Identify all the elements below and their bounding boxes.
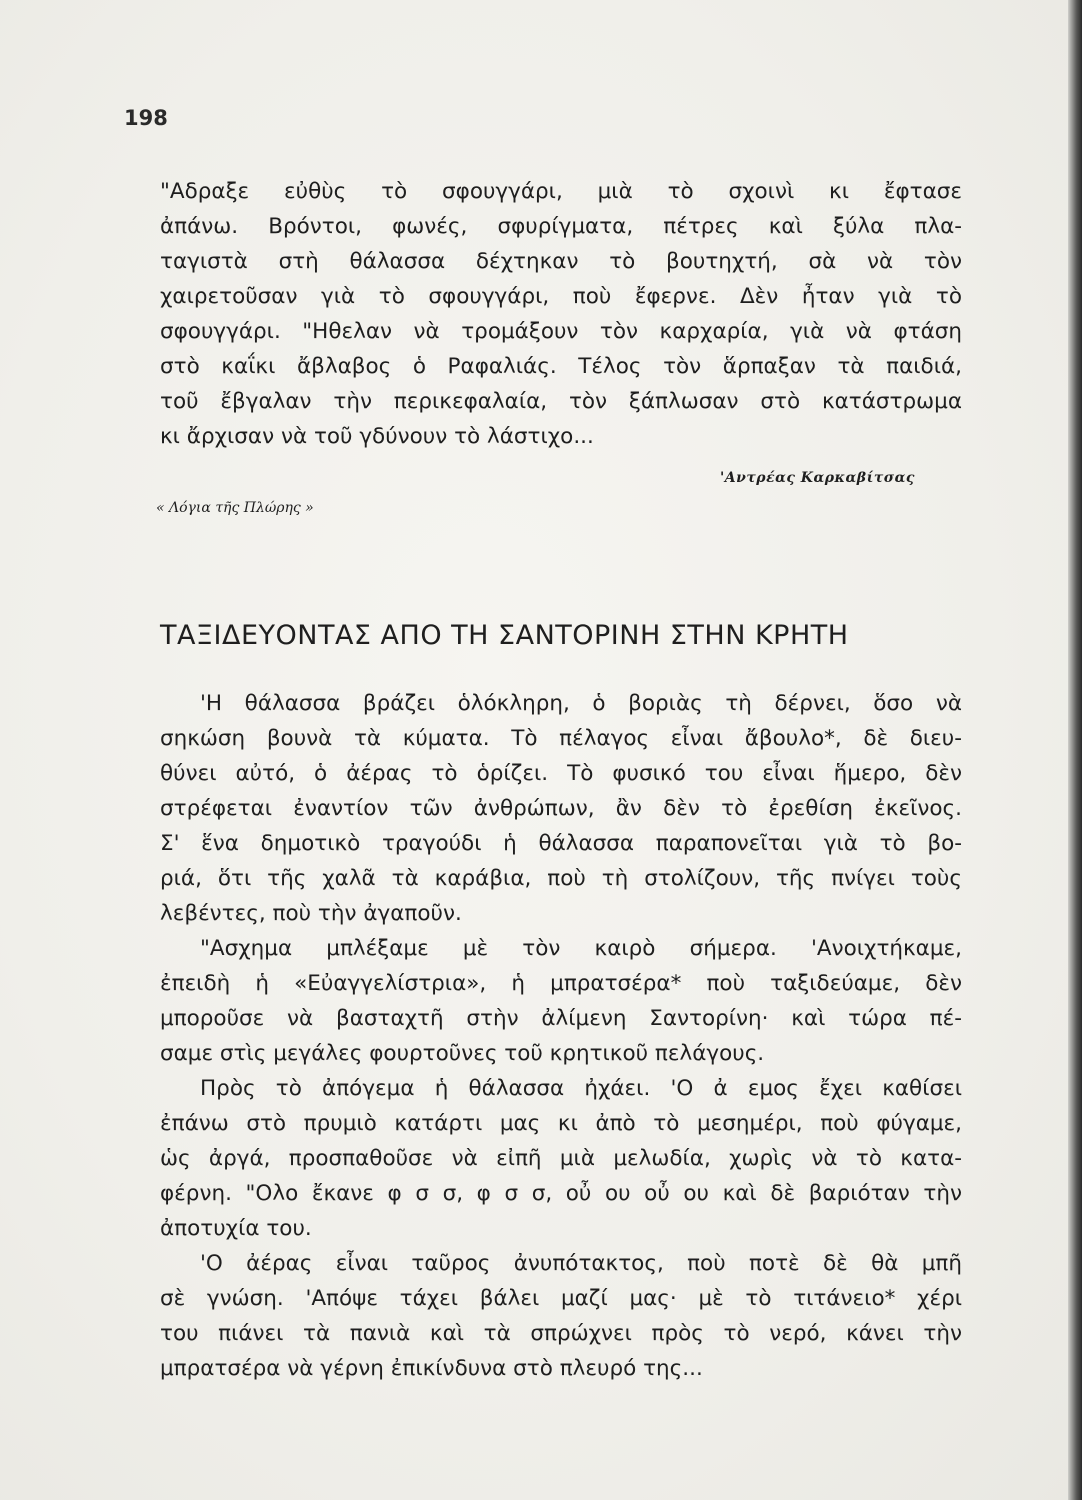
- text-line: φέρνη. "Ολο ἔκανε φ σ σ, φ σ σ, οὖ ου οὖ ου καὶ δὲ βαριόταν τὴν: [160, 1181, 962, 1206]
- source-citation: « Λόγια τῆς Πλώρης »: [156, 500, 314, 516]
- paragraph: [160, 686, 962, 931]
- text-line: χαιρετοῦσαν γιὰ τὸ σφουγγάρι, ποὺ ἔφερνε. Δὲν ἦταν γιὰ τὸ: [160, 284, 962, 309]
- excerpt-passage: [160, 174, 962, 454]
- text-line: ταγιστὰ στὴ θάλασσα δέχτηκαν τὸ βουτηχτή, σὰ νὰ τὸν: [160, 249, 962, 274]
- text-line: ἐπειδὴ ἡ «Εὐαγγελίστρια», ἡ μπρατσέρα* ποὺ ταξιδεύαμε, δὲν: [160, 971, 962, 996]
- section-title: ΤΑΞΙΔΕΥΟΝΤΑΣ ΑΠΟ ΤΗ ΣΑΝΤΟΡΙΝΗ ΣΤΗΝ ΚΡΗΤΗ: [160, 620, 849, 651]
- author-attribution: 'Αντρέας Καρκαβίτσας: [720, 470, 915, 486]
- text-line: 'Ο ἀέρας εἶναι ταῦρος ἀνυπότακτος, ποὺ ποτὲ δὲ θὰ μπῆ: [200, 1251, 962, 1276]
- page-number: 198: [124, 106, 168, 130]
- text-line: στὸ καΐκι ἄβλαβος ὁ Ραφαλιάς. Τέλος τὸν ἅρπαξαν τὰ παιδιά,: [160, 354, 962, 379]
- text-line: ὡς ἀργά, προσπαθοῦσε νὰ εἰπῆ μιὰ μελωδία, χωρὶς νὰ τὸ κατα-: [160, 1146, 962, 1171]
- text-line: κι ἄρχισαν νὰ τοῦ γδύνουν τὸ λάστιχο...: [160, 424, 594, 449]
- text-line: μποροῦσε νὰ βασταχτῆ στὴν ἀλίμενη Σαντορίνη· καὶ τώρα πέ-: [160, 1006, 962, 1031]
- text-line: ἀποτυχία του.: [160, 1216, 312, 1241]
- text-line: ἀπάνω. Βρόντοι, φωνές, σφυρίγματα, πέτρες καὶ ξύλα πλα-: [160, 214, 962, 239]
- text-line: σαμε στὶς μεγάλες φουρτοῦνες τοῦ κρητικοῦ πελάγους.: [160, 1041, 765, 1066]
- text-line: ἐπάνω στὸ πρυμιὸ κατάρτι μας κι ἀπὸ τὸ μεσημέρι, ποὺ φύγαμε,: [160, 1111, 962, 1136]
- text-line: σηκώση βουνὰ τὰ κύματα. Τὸ πέλαγος εἶναι ἄβουλο*, δὲ διευ-: [160, 726, 962, 751]
- text-line: θύνει αὐτό, ὁ ἀέρας τὸ ὁρίζει. Τὸ φυσικό του εἶναι ἥμερο, δὲν: [160, 761, 962, 786]
- text-line: σὲ γνώση. 'Απόψε τάχει βάλει μαζί μας· μὲ τὸ τιτάνειο* χέρι: [160, 1286, 962, 1311]
- text-line: σφουγγάρι. "Ηθελαν νὰ τρομάξουν τὸν καρχαρία, γιὰ νὰ φτάση: [160, 319, 962, 344]
- book-binding-edge: [1068, 0, 1082, 1500]
- text-line: λεβέντες, ποὺ τὴν ἀγαποῦν.: [160, 901, 462, 926]
- text-line: 'Η θάλασσα βράζει ὁλόκληρη, ὁ βοριὰς τὴ δέρνει, ὅσο νὰ: [200, 691, 962, 716]
- paragraph: [160, 931, 962, 1071]
- paragraph: [160, 1071, 962, 1246]
- text-line: "Ασχημα μπλέξαμε μὲ τὸν καιρὸ σήμερα. 'Ανοιχτήκαμε,: [200, 936, 962, 961]
- text-line: Σ' ἕνα δημοτικὸ τραγούδι ἡ θάλασσα παραπονεῖται γιὰ τὸ βο-: [160, 831, 962, 856]
- paragraph: [160, 1246, 962, 1386]
- text-line: στρέφεται ἐναντίον τῶν ἀνθρώπων, ἂν δὲν τὸ ἐρεθίση ἐκεῖνος.: [160, 796, 962, 821]
- text-line: "Αδραξε εὐθὺς τὸ σφουγγάρι, μιὰ τὸ σχοινὶ κι ἔφτασε: [160, 179, 962, 204]
- text-line: ριά, ὅτι τῆς χαλᾶ τὰ καράβια, ποὺ τὴ στολίζουν, τῆς πνίγει τοὺς: [160, 866, 962, 891]
- text-line: του πιάνει τὰ πανιὰ καὶ τὰ σπρώχνει πρὸς τὸ νερό, κάνει τὴν: [160, 1321, 962, 1346]
- text-line: τοῦ ἔβγαλαν τὴν περικεφαλαία, τὸν ξάπλωσαν στὸ κατάστρωμα: [160, 389, 962, 414]
- section-body: [160, 686, 962, 1386]
- text-line: μπρατσέρα νὰ γέρνη ἐπικίνδυνα στὸ πλευρό της...: [160, 1356, 703, 1381]
- text-line: Πρὸς τὸ ἀπόγεμα ἡ θάλασσα ἠχάει. 'Ο ἀ εμος ἔχει καθίσει: [200, 1076, 962, 1101]
